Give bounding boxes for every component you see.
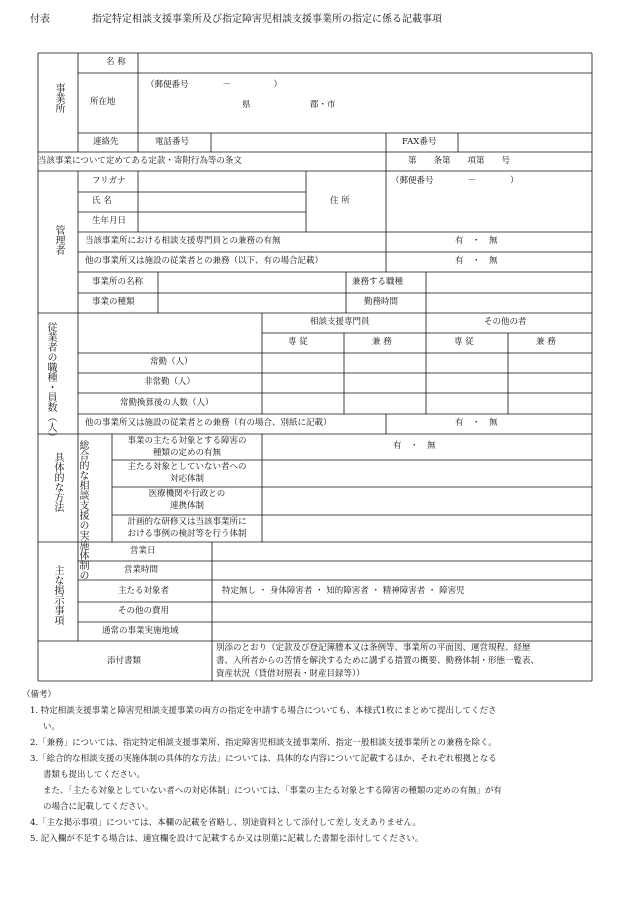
attachments-line-3: 資産状況（貸借対照表・財産目録等）） — [216, 669, 365, 679]
office-section-label: 事業所 — [53, 83, 64, 113]
parttime-row-label: 非常勤（人） — [144, 377, 196, 387]
target-persons-options: 特定無し ・ 身体障害者 ・ 知的障害者 ・ 精神障害者 ・ 障害児 — [222, 586, 465, 596]
non-target-response-label-1: 主たる対象としていない者への — [127, 462, 247, 472]
target-disability-question-1: 事業の主たる対象とする障害の — [127, 436, 247, 446]
medical-coordination-label-2: 連携体制 — [169, 501, 204, 511]
fax-label: FAX番号 — [402, 137, 437, 147]
form-label: 付表 — [30, 14, 50, 25]
note-2: 2.「兼務」については、指定特定相談支援事業所、指定障害児相談支援事業所、指定一般相談支援事業所との兼務を除く。 — [30, 738, 497, 748]
office-address-label: 所在地 — [90, 97, 116, 107]
business-type-label: 事業の種類 — [92, 297, 135, 307]
attachments-line-1: 別添のとおり（定款及び登記簿謄本又は条例等、事業所の平面図、運営規程、経歴 — [216, 643, 531, 653]
attachments-line-2: 書、入所者からの苦情を解決するために講ずる措置の概要、勤務体制・形態一覧表、 — [216, 656, 540, 666]
birthdate-label: 生年月日 — [92, 216, 127, 226]
non-target-response-label-2: 対応体制 — [169, 474, 204, 484]
training-system-label-1: 計画的な研修又は当該事業所に — [127, 517, 247, 527]
page-title: 指定特定相談支援事業所及び指定障害児相談支援事業所の指定に係る記載事項 — [92, 14, 442, 25]
staff-dual-label: 他の事業所又は施設の従業者との兼務（有の場合、別紙に記載） — [85, 418, 332, 428]
note-3-extra: また、「主たる対象としていない者への対応体制」については、「事業の主たる対象とする障害の種類の定めの有無」が有 — [43, 786, 502, 796]
office-name-label: 名 称 — [106, 57, 126, 67]
notes-title: （備考） — [22, 690, 57, 700]
training-system-label-2: おける事例の検討等を行う体制 — [127, 529, 247, 539]
phone-label: 電話番号 — [155, 137, 190, 147]
medical-coordination-label-1: 医療機関や行政との — [148, 489, 226, 499]
service-area-label: 通常の事業実施地域 — [102, 626, 179, 636]
note-5: 5. 記入欄が不足する場合は、適宜欄を設けて記載するか又は別葉に記載した書類を添付してください。 — [30, 834, 424, 844]
fulltime-row-label: 常勤（人） — [150, 357, 193, 367]
article-label: 当該事業について定めてある定款・寄附行為等の条文 — [38, 156, 242, 166]
staff-dual-yesno: 有 ・ 無 — [455, 418, 498, 428]
fte-row-label: 常勤換算後の人数（人） — [120, 398, 214, 408]
contact-label: 連絡先 — [93, 137, 119, 147]
specialist-dual-header: 兼 務 — [372, 337, 392, 347]
work-hours-label: 勤務時間 — [364, 297, 399, 307]
specialist-col-header: 相談支援専門員 — [310, 317, 370, 327]
other-fees-label: その他の費用 — [118, 606, 170, 616]
note-4: 4.「主な掲示事項」については、本欄の記載を省略し、別途資料として添付して差し支えありません。 — [30, 818, 421, 828]
notice-section-label: 主な掲示事項 — [52, 565, 63, 625]
staff-section-label: 従業者の職種・員数（人） — [45, 322, 56, 442]
manager-address-label: 住 所 — [330, 196, 350, 206]
article-value: 第 条第 項第 号 — [408, 156, 511, 166]
method-inner-label: 総合的な相談支援の実施体制の — [77, 440, 88, 580]
specialist-fulltime-header: 専 従 — [288, 337, 308, 347]
dual-role-specialist-label: 当該事業所における相談支援専門員との兼務の有無 — [85, 236, 281, 246]
attachments-label: 添付書類 — [107, 656, 142, 666]
office-pref-line: 県 郡・市 — [242, 100, 336, 110]
dual-role-other-yesno: 有 ・ 無 — [455, 256, 498, 266]
office-postal-line: （郵便番号 － ） — [146, 80, 283, 90]
other-office-name-label: 事業所の名称 — [92, 277, 144, 287]
target-disability-yesno: 有 ・ 無 — [393, 441, 436, 451]
note-1-cont: い。 — [43, 722, 61, 732]
dual-role-other-label: 他の事業所又は施設の従業者との兼務（以下、有の場合記載） — [85, 256, 324, 266]
target-persons-label: 主たる対象者 — [118, 586, 170, 596]
notes-section — [22, 687, 605, 847]
note-3-extra-cont: の場合に記載してください。 — [43, 802, 154, 812]
target-disability-question-2: 種類の定めの有無 — [152, 448, 221, 458]
manager-name-label: 氏 名 — [92, 196, 112, 206]
note-3: 3.「総合的な相談支援の実施体制の具体的な方法」については、具体的な内容について記載するほか、それぞれ根拠となる — [30, 754, 497, 764]
method-outer-label: 具体的な方法 — [52, 452, 63, 512]
others-dual-header: 兼 務 — [536, 337, 556, 347]
others-col-header: その他の者 — [484, 317, 527, 327]
business-hours-label: 営業時間 — [124, 565, 159, 575]
furigana-label: フリガナ — [92, 176, 126, 186]
manager-postal-line: （郵便番号 － ） — [391, 176, 519, 186]
dual-job-label: 兼務する職種 — [352, 277, 404, 287]
dual-role-specialist-yesno: 有 ・ 無 — [455, 236, 498, 246]
manager-section-label: 管理者 — [53, 225, 64, 255]
business-days-label: 営業日 — [130, 546, 156, 556]
note-3-cont: 書類も提出してください。 — [43, 770, 146, 780]
others-fulltime-header: 専 従 — [454, 337, 474, 347]
note-1: 1. 特定相談支援事業と障害児相談支援事業の両方の指定を申請する場合についても、本様式1枚にまとめて提出してくださ — [30, 706, 497, 716]
